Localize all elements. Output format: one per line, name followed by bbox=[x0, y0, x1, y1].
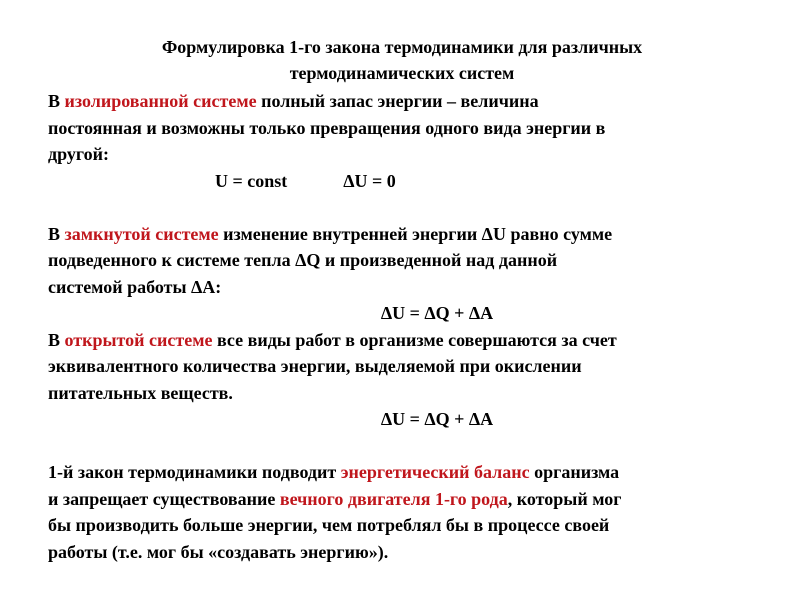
spacer bbox=[48, 433, 768, 460]
closed-term: замкнутой системе bbox=[64, 223, 219, 244]
energy-balance-term: энергетический баланс bbox=[340, 462, 530, 482]
conclusion-line-4: работы (т.е. мог бы «создавать энергию»). bbox=[48, 541, 389, 562]
isolated-line-3: другой: bbox=[48, 144, 109, 164]
open-line-2: эквивалентного количества энергии, выделяемой при окислении bbox=[48, 356, 582, 376]
formula-delta-u-zero: ΔU = 0 bbox=[343, 170, 396, 191]
isolated-term: изолированной системе bbox=[64, 91, 257, 111]
title-line-2: термодинамических систем bbox=[289, 63, 515, 83]
closed-line-3: системой работы ΔA: bbox=[48, 276, 222, 297]
isolated-line-1 bbox=[48, 88, 768, 115]
open-term: открытой системе bbox=[64, 329, 213, 350]
closed-pre: В bbox=[48, 223, 65, 244]
slide-title bbox=[0, 34, 800, 86]
conclusion-l1-post: организма bbox=[529, 462, 620, 482]
conclusion-l2-post: , который мог bbox=[507, 488, 622, 509]
formula-u-const: U = const bbox=[215, 170, 288, 191]
spacer bbox=[48, 194, 768, 221]
conclusion-l2-pre: и запрещает существование bbox=[48, 488, 280, 509]
open-formula: ΔU = ΔQ + ΔA bbox=[380, 409, 494, 429]
conclusion-line-1 bbox=[48, 459, 768, 486]
open-line-1 bbox=[48, 327, 768, 354]
conclusion-l1-pre: 1-й закон термодинамики подводит bbox=[48, 462, 341, 482]
closed-line-1 bbox=[48, 221, 768, 248]
slide-body bbox=[48, 88, 768, 565]
isolated-line-2: постоянная и возможны только превращения одного вида энергии в bbox=[48, 117, 606, 138]
conclusion-line-3: бы производить больше энергии, чем потреблял бы в процессе своей bbox=[48, 515, 610, 535]
perpetual-motion-term: вечного двигателя 1-го рода bbox=[279, 488, 508, 509]
isolated-post: полный запас энергии – величина bbox=[256, 91, 539, 111]
isolated-pre: В bbox=[48, 91, 65, 111]
open-post: все виды работ в организме совершаются за счет bbox=[212, 329, 617, 350]
title-line-1: Формулировка 1-го закона термодинамики для различных bbox=[161, 37, 643, 57]
open-pre: В bbox=[48, 329, 65, 350]
isolated-formula bbox=[48, 168, 768, 195]
open-line-3: питательных веществ. bbox=[48, 382, 233, 403]
closed-formula: ΔU = ΔQ + ΔA bbox=[380, 303, 494, 323]
closed-line-2: подведенного к системе тепла ΔQ и произведенной над данной bbox=[48, 250, 558, 270]
conclusion-line-2 bbox=[48, 486, 768, 513]
closed-post: изменение внутренней энергии ΔU равно сумме bbox=[218, 223, 613, 244]
